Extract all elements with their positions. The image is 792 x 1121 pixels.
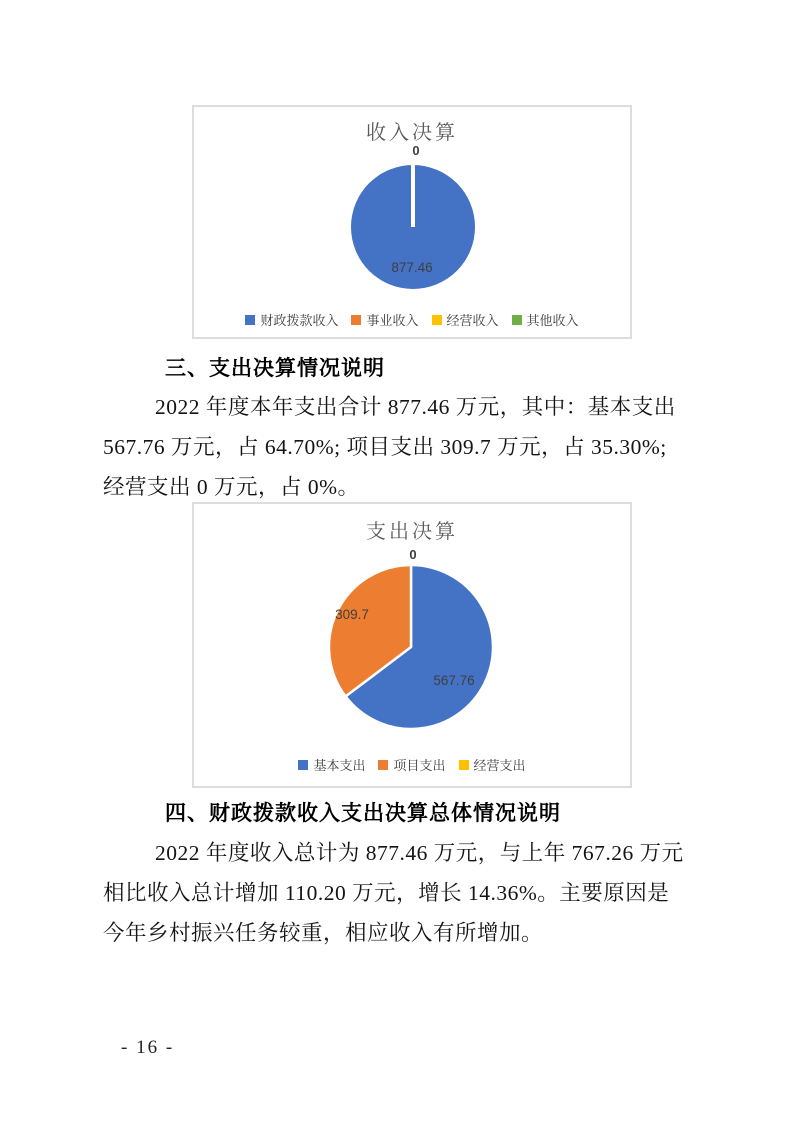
pie-data-label-zero: 0: [409, 547, 417, 562]
text-line: 今年乡村振兴任务较重，相应收入有所增加。: [103, 921, 544, 945]
legend-item: [512, 310, 579, 329]
legend-item: [245, 310, 338, 329]
legend-swatch-green: [512, 315, 522, 325]
legend-item: [378, 755, 445, 774]
pie-data-label-main: 877.46: [391, 260, 433, 275]
income-pie-chart: [192, 105, 632, 339]
text-line: 相比收入总计增加 110.20 万元，增长 14.36%。主要原因是: [103, 881, 670, 905]
text-line: 2022 年度本年支出合计 877.46 万元，其中：基本支出: [155, 395, 676, 419]
legend-swatch-orange: [351, 315, 361, 325]
legend-swatch-blue: [245, 315, 255, 325]
legend-label: 经营支出: [473, 758, 526, 773]
legend-label: 项目支出: [393, 758, 446, 773]
legend-label: 基本支出: [313, 758, 366, 773]
chart-title: 支出决算: [366, 521, 458, 543]
legend-label: 财政拨款收入: [260, 313, 339, 328]
section-paragraph-4: [103, 833, 703, 953]
text-line: 567.76 万元，占 64.70%; 项目支出 309.7 万元，占 35.30%;: [103, 435, 667, 459]
page-number: - 16 -: [121, 1037, 175, 1058]
section-heading-3: 三、支出决算情况说明: [165, 357, 385, 380]
expense-pie-chart: [192, 502, 632, 788]
pie-data-label-basic: 567.76: [433, 673, 475, 688]
pie-data-label-zero: 0: [412, 143, 420, 158]
text-line: 经营支出 0 万元，占 0%。: [103, 475, 360, 499]
legend-label: 事业收入: [366, 313, 419, 328]
section-paragraph-3: [103, 387, 703, 507]
legend-swatch-blue: [298, 760, 308, 770]
pie-data-label-project: 309.7: [335, 607, 369, 622]
legend-swatch-orange: [378, 760, 388, 770]
legend-item: [351, 310, 418, 329]
legend-item: [432, 310, 499, 329]
legend-item: [459, 755, 526, 774]
legend-swatch-yellow: [432, 315, 442, 325]
text-line: 2022 年度收入总计为 877.46 万元，与上年 767.26 万元: [155, 841, 684, 865]
legend-swatch-yellow: [459, 760, 469, 770]
chart-legend: [194, 310, 630, 329]
legend-item: [298, 755, 365, 774]
chart-title: 收入决算: [366, 122, 458, 144]
legend-label: 其他收入: [526, 313, 579, 328]
legend-label: 经营收入: [446, 313, 499, 328]
section-heading-4: 四、财政拨款收入支出决算总体情况说明: [165, 802, 561, 825]
chart-legend: [194, 755, 630, 774]
